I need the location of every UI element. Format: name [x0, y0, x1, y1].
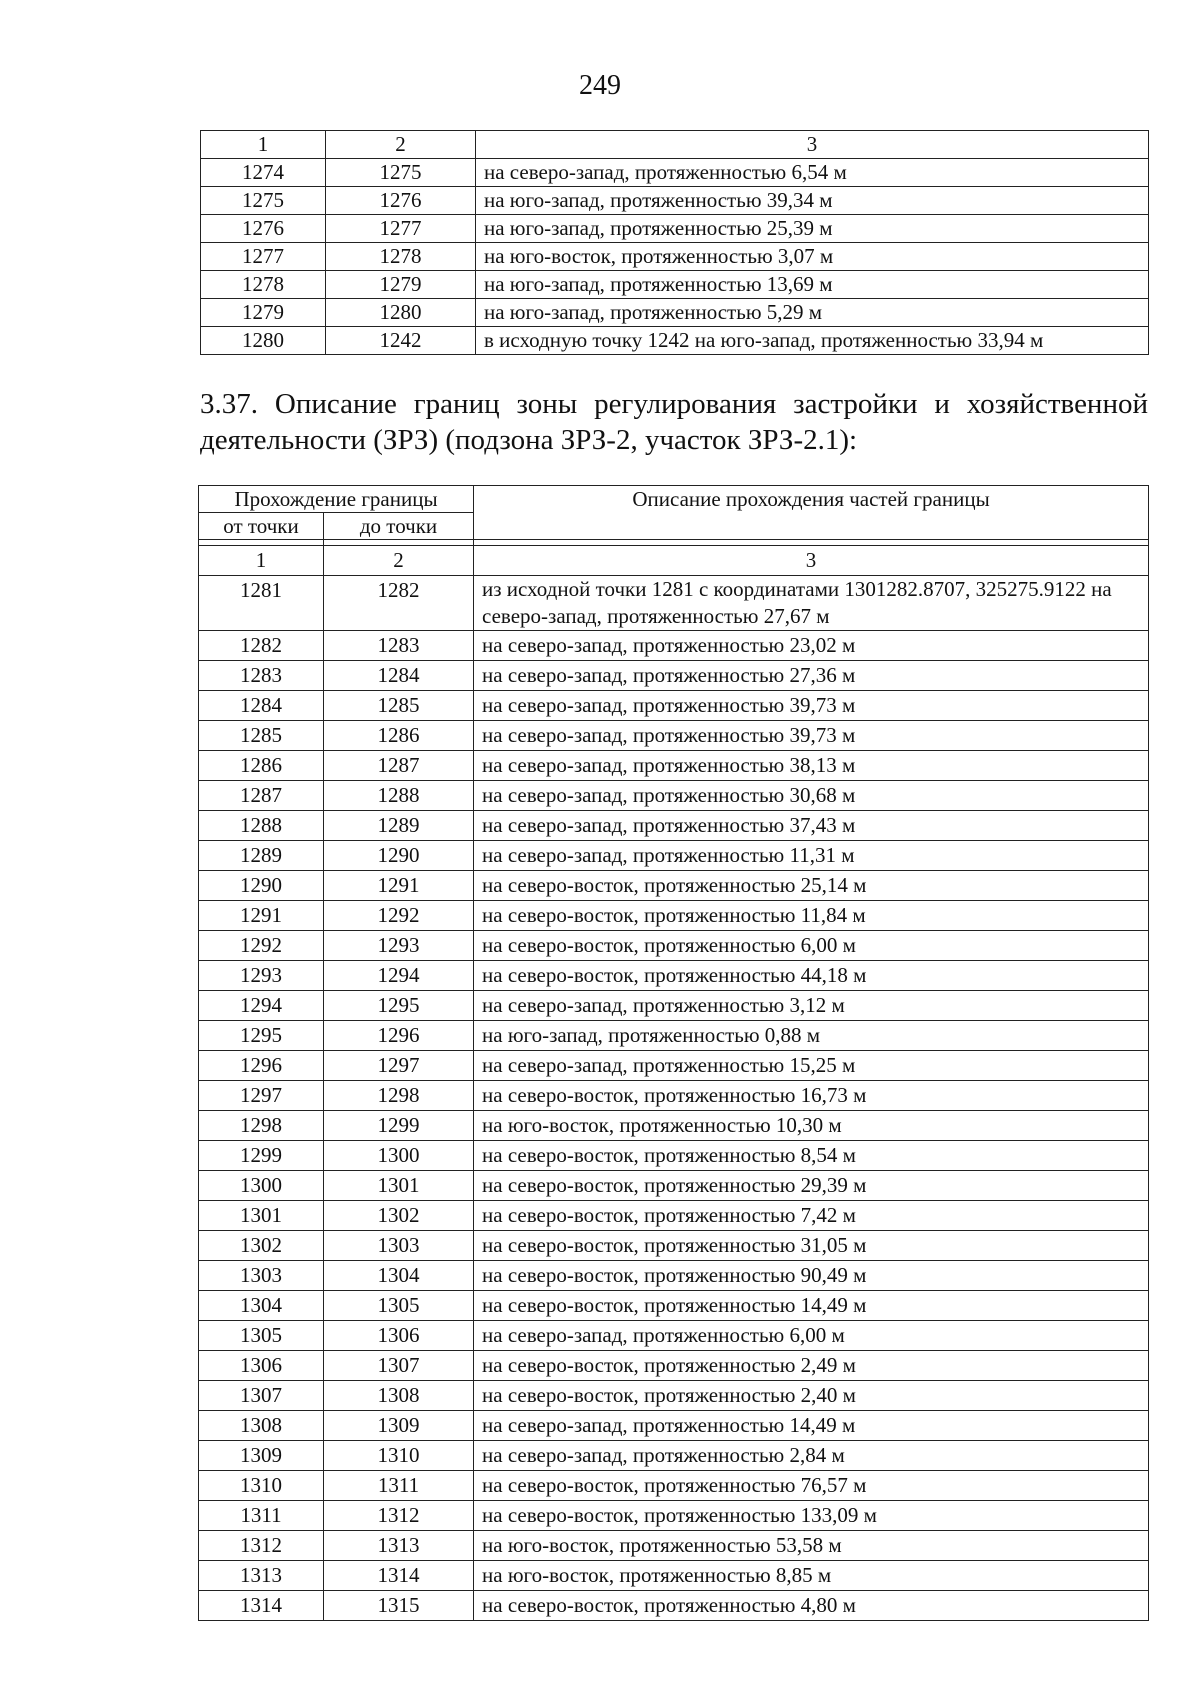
- description-cell: на северо-запад, протяженностью 14,49 м: [474, 1411, 1149, 1441]
- to-point-cell: 1306: [324, 1321, 474, 1351]
- description-cell: на северо-запад, протяженностью 27,36 м: [474, 661, 1149, 691]
- from-point-cell: 1305: [199, 1321, 324, 1351]
- table-row: [199, 811, 1149, 841]
- description-cell: на северо-восток, протяженностью 8,54 м: [474, 1141, 1149, 1171]
- table-row: [199, 1531, 1149, 1561]
- page-number: 249: [579, 70, 621, 101]
- table-row: [199, 1171, 1149, 1201]
- to-point-cell: 1280: [326, 299, 476, 327]
- to-point-cell: 1291: [324, 871, 474, 901]
- column-index-cell: 3: [474, 546, 1149, 576]
- column-index-cell: 1: [201, 131, 326, 159]
- description-cell: на северо-восток, протяженностью 4,80 м: [474, 1591, 1149, 1621]
- description-cell: на северо-запад, протяженностью 6,00 м: [474, 1321, 1149, 1351]
- table-row: [199, 1411, 1149, 1441]
- to-point-cell: 1302: [324, 1201, 474, 1231]
- from-point-cell: 1285: [199, 721, 324, 751]
- description-cell: на юго-восток, протяженностью 8,85 м: [474, 1561, 1149, 1591]
- description-cell: на северо-восток, протяженностью 2,49 м: [474, 1351, 1149, 1381]
- to-point-cell: 1309: [324, 1411, 474, 1441]
- table-row: [199, 721, 1149, 751]
- from-point-cell: 1292: [199, 931, 324, 961]
- description-cell: на северо-восток, протяженностью 2,40 м: [474, 1381, 1149, 1411]
- column-index-cell: 2: [326, 131, 476, 159]
- table-row: [201, 159, 1149, 187]
- from-point-cell: 1275: [201, 187, 326, 215]
- to-point-cell: 1277: [326, 215, 476, 243]
- table-row: [199, 1561, 1149, 1591]
- description-cell: на северо-запад, протяженностью 3,12 м: [474, 991, 1149, 1021]
- description-cell: на юго-запад, протяженностью 5,29 м: [476, 299, 1149, 327]
- header-description-cell: Описание прохождения частей границы: [474, 486, 1149, 540]
- from-point-cell: 1286: [199, 751, 324, 781]
- description-cell: на северо-запад, протяженностью 6,54 м: [476, 159, 1149, 187]
- table-row: [201, 299, 1149, 327]
- to-point-cell: 1290: [324, 841, 474, 871]
- from-point-cell: 1276: [201, 215, 326, 243]
- to-point-cell: 1315: [324, 1591, 474, 1621]
- description-cell: на северо-восток, протяженностью 90,49 м: [474, 1261, 1149, 1291]
- table-row: [199, 661, 1149, 691]
- header-row: [199, 486, 1149, 513]
- table-row: [199, 1201, 1149, 1231]
- to-point-cell: 1304: [324, 1261, 474, 1291]
- to-point-cell: 1284: [324, 661, 474, 691]
- from-point-cell: 1303: [199, 1261, 324, 1291]
- to-point-cell: 1278: [326, 243, 476, 271]
- from-point-cell: 1302: [199, 1231, 324, 1261]
- description-cell: на северо-восток, протяженностью 11,84 м: [474, 901, 1149, 931]
- to-point-cell: 1293: [324, 931, 474, 961]
- to-point-cell: 1296: [324, 1021, 474, 1051]
- to-point-cell: 1305: [324, 1291, 474, 1321]
- from-point-cell: 1289: [199, 841, 324, 871]
- table-row: [199, 871, 1149, 901]
- table-row: [199, 781, 1149, 811]
- table-row: [199, 931, 1149, 961]
- from-point-cell: 1309: [199, 1441, 324, 1471]
- description-cell: на северо-восток, протяженностью 6,00 м: [474, 931, 1149, 961]
- table-row: [201, 187, 1149, 215]
- table-row: [199, 991, 1149, 1021]
- table-body: [199, 486, 1149, 1621]
- description-cell: на юго-восток, протяженностью 3,07 м: [476, 243, 1149, 271]
- to-point-cell: 1279: [326, 271, 476, 299]
- table-row: [199, 1021, 1149, 1051]
- to-point-cell: 1314: [324, 1561, 474, 1591]
- boundary-table: [198, 485, 1149, 1621]
- from-point-cell: 1278: [201, 271, 326, 299]
- to-point-cell: 1297: [324, 1051, 474, 1081]
- from-point-cell: 1280: [201, 327, 326, 355]
- to-point-cell: 1310: [324, 1441, 474, 1471]
- table-row: [199, 1111, 1149, 1141]
- to-point-cell: 1275: [326, 159, 476, 187]
- description-cell: на северо-восток, протяженностью 76,57 м: [474, 1471, 1149, 1501]
- from-point-cell: 1274: [201, 159, 326, 187]
- column-index-cell: 3: [476, 131, 1149, 159]
- to-point-cell: 1307: [324, 1351, 474, 1381]
- to-point-cell: 1308: [324, 1381, 474, 1411]
- from-point-cell: 1313: [199, 1561, 324, 1591]
- to-point-cell: 1313: [324, 1531, 474, 1561]
- description-cell: на юго-восток, протяженностью 10,30 м: [474, 1111, 1149, 1141]
- table-row: [199, 1321, 1149, 1351]
- column-index-row: [199, 546, 1149, 576]
- description-cell: на северо-запад, протяженностью 2,84 м: [474, 1441, 1149, 1471]
- table-row: [199, 1291, 1149, 1321]
- from-point-cell: 1295: [199, 1021, 324, 1051]
- description-cell: на северо-восток, протяженностью 14,49 м: [474, 1291, 1149, 1321]
- description-cell: на северо-запад, протяженностью 11,31 м: [474, 841, 1149, 871]
- table-row: [201, 271, 1149, 299]
- header-group-cell: Прохождение границы: [199, 486, 474, 513]
- to-point-cell: 1311: [324, 1471, 474, 1501]
- table-row: [201, 243, 1149, 271]
- table-row: [199, 841, 1149, 871]
- description-cell: на северо-запад, протяженностью 39,73 м: [474, 691, 1149, 721]
- from-point-cell: 1283: [199, 661, 324, 691]
- description-cell: на северо-восток, протяженностью 7,42 м: [474, 1201, 1149, 1231]
- from-point-cell: 1297: [199, 1081, 324, 1111]
- section-heading: 3.37. Описание границ зоны регулирования застройки и хозяйственной деятельности (ЗРЗ) (подзона ЗРЗ-2, участок ЗРЗ-2.1):: [200, 388, 1148, 456]
- to-point-cell: 1276: [326, 187, 476, 215]
- table-row: [199, 1441, 1149, 1471]
- from-point-cell: 1298: [199, 1111, 324, 1141]
- to-point-cell: 1288: [324, 781, 474, 811]
- from-point-cell: 1308: [199, 1411, 324, 1441]
- from-point-cell: 1312: [199, 1531, 324, 1561]
- from-point-cell: 1277: [201, 243, 326, 271]
- from-point-cell: 1279: [201, 299, 326, 327]
- description-cell: на северо-запад, протяженностью 23,02 м: [474, 631, 1149, 661]
- table-row: [199, 751, 1149, 781]
- table-row: [199, 631, 1149, 661]
- table-row: [199, 1471, 1149, 1501]
- to-point-cell: 1285: [324, 691, 474, 721]
- table-row: [201, 327, 1149, 355]
- from-point-cell: 1300: [199, 1171, 324, 1201]
- to-point-cell: 1282: [324, 576, 474, 631]
- description-cell: на северо-восток, протяженностью 44,18 м: [474, 961, 1149, 991]
- description-cell: в исходную точку 1242 на юго-запад, протяженностью 33,94 м: [476, 327, 1149, 355]
- description-cell: на северо-запад, протяженностью 15,25 м: [474, 1051, 1149, 1081]
- header-from-cell: от точки: [199, 513, 324, 540]
- table-row: [199, 1351, 1149, 1381]
- boundary-table-continued: [200, 130, 1149, 355]
- column-index-row: [201, 131, 1149, 159]
- to-point-cell: 1299: [324, 1111, 474, 1141]
- to-point-cell: 1303: [324, 1231, 474, 1261]
- description-cell: на северо-восток, протяженностью 133,09 м: [474, 1501, 1149, 1531]
- from-point-cell: 1314: [199, 1591, 324, 1621]
- from-point-cell: 1304: [199, 1291, 324, 1321]
- to-point-cell: 1295: [324, 991, 474, 1021]
- table-row: [199, 901, 1149, 931]
- to-point-cell: 1289: [324, 811, 474, 841]
- table-row: [201, 215, 1149, 243]
- from-point-cell: 1311: [199, 1501, 324, 1531]
- from-point-cell: 1294: [199, 991, 324, 1021]
- from-point-cell: 1293: [199, 961, 324, 991]
- to-point-cell: 1283: [324, 631, 474, 661]
- description-cell: на северо-запад, протяженностью 30,68 м: [474, 781, 1149, 811]
- from-point-cell: 1284: [199, 691, 324, 721]
- to-point-cell: 1312: [324, 1501, 474, 1531]
- from-point-cell: 1310: [199, 1471, 324, 1501]
- header-to-cell: до точки: [324, 513, 474, 540]
- from-point-cell: 1288: [199, 811, 324, 841]
- description-cell: на юго-запад, протяженностью 39,34 м: [476, 187, 1149, 215]
- table-row: [199, 961, 1149, 991]
- from-point-cell: 1287: [199, 781, 324, 811]
- table-row: [199, 1501, 1149, 1531]
- description-cell: на северо-восток, протяженностью 25,14 м: [474, 871, 1149, 901]
- to-point-cell: 1298: [324, 1081, 474, 1111]
- to-point-cell: 1287: [324, 751, 474, 781]
- column-index-cell: 2: [324, 546, 474, 576]
- description-cell: на северо-восток, протяженностью 29,39 м: [474, 1171, 1149, 1201]
- description-cell: на юго-запад, протяженностью 25,39 м: [476, 215, 1149, 243]
- from-point-cell: 1296: [199, 1051, 324, 1081]
- table-body: [201, 131, 1149, 355]
- from-point-cell: 1301: [199, 1201, 324, 1231]
- description-cell: из исходной точки 1281 с координатами 1301282.8707, 325275.9122 на северо-запад, протяженностью 27,67 м: [474, 576, 1149, 631]
- to-point-cell: 1300: [324, 1141, 474, 1171]
- from-point-cell: 1281: [199, 576, 324, 631]
- description-cell: на юго-запад, протяженностью 13,69 м: [476, 271, 1149, 299]
- to-point-cell: 1294: [324, 961, 474, 991]
- table-row: [199, 1141, 1149, 1171]
- description-cell: на северо-запад, протяженностью 37,43 м: [474, 811, 1149, 841]
- table-row: [199, 1051, 1149, 1081]
- from-point-cell: 1307: [199, 1381, 324, 1411]
- description-cell: на юго-восток, протяженностью 53,58 м: [474, 1531, 1149, 1561]
- table-row: [199, 1591, 1149, 1621]
- description-cell: на северо-восток, протяженностью 31,05 м: [474, 1231, 1149, 1261]
- description-cell: на северо-восток, протяженностью 16,73 м: [474, 1081, 1149, 1111]
- to-point-cell: 1292: [324, 901, 474, 931]
- from-point-cell: 1299: [199, 1141, 324, 1171]
- description-cell: на юго-запад, протяженностью 0,88 м: [474, 1021, 1149, 1051]
- to-point-cell: 1242: [326, 327, 476, 355]
- from-point-cell: 1306: [199, 1351, 324, 1381]
- table-row: [199, 1081, 1149, 1111]
- table-row: [199, 576, 1149, 631]
- table-row: [199, 1261, 1149, 1291]
- from-point-cell: 1290: [199, 871, 324, 901]
- from-point-cell: 1282: [199, 631, 324, 661]
- table-row: [199, 691, 1149, 721]
- from-point-cell: 1291: [199, 901, 324, 931]
- to-point-cell: 1286: [324, 721, 474, 751]
- table-row: [199, 1231, 1149, 1261]
- column-index-cell: 1: [199, 546, 324, 576]
- description-cell: на северо-запад, протяженностью 39,73 м: [474, 721, 1149, 751]
- to-point-cell: 1301: [324, 1171, 474, 1201]
- description-cell: на северо-запад, протяженностью 38,13 м: [474, 751, 1149, 781]
- table-row: [199, 1381, 1149, 1411]
